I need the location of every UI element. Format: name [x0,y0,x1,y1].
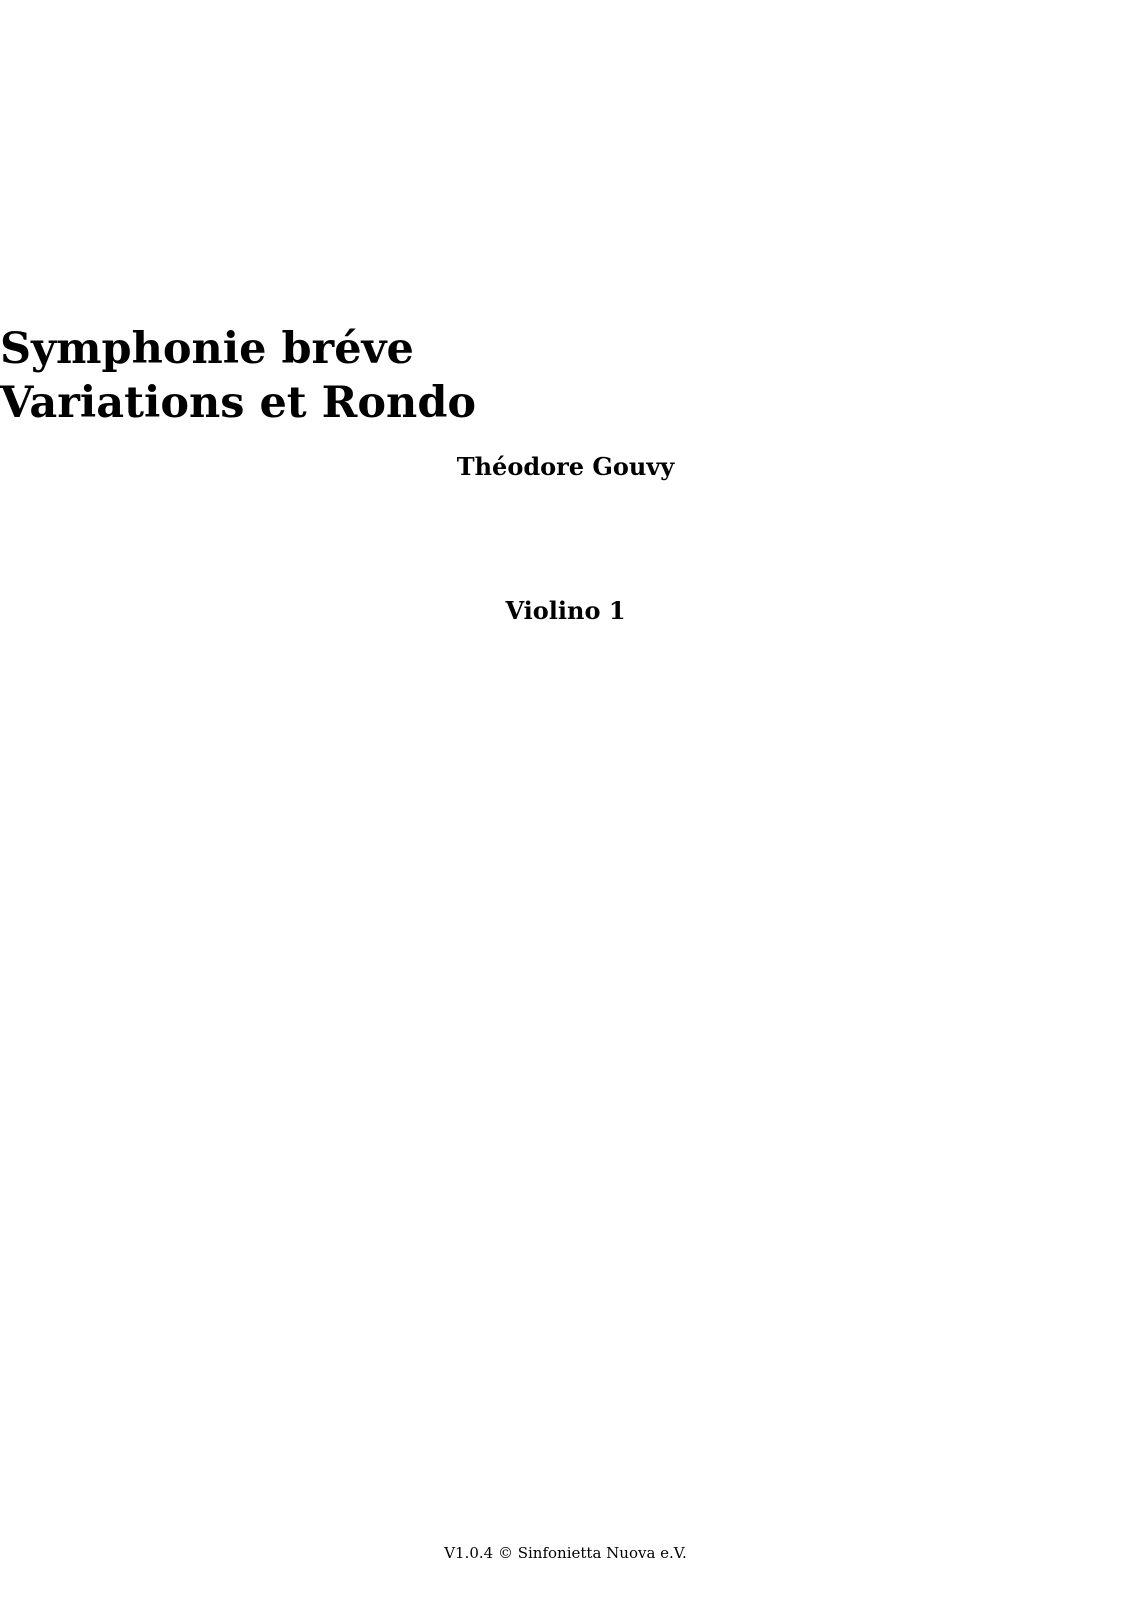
title-line-1: Symphonie bréve [0,324,414,374]
title-line-2: Variations et Rondo [0,378,477,428]
instrument-part: Violino 1 [505,596,626,625]
version-copyright-footer: V1.0.4 © Sinfonietta Nuova e.V. [444,1544,687,1562]
composer-name: Théodore Gouvy [456,452,675,481]
